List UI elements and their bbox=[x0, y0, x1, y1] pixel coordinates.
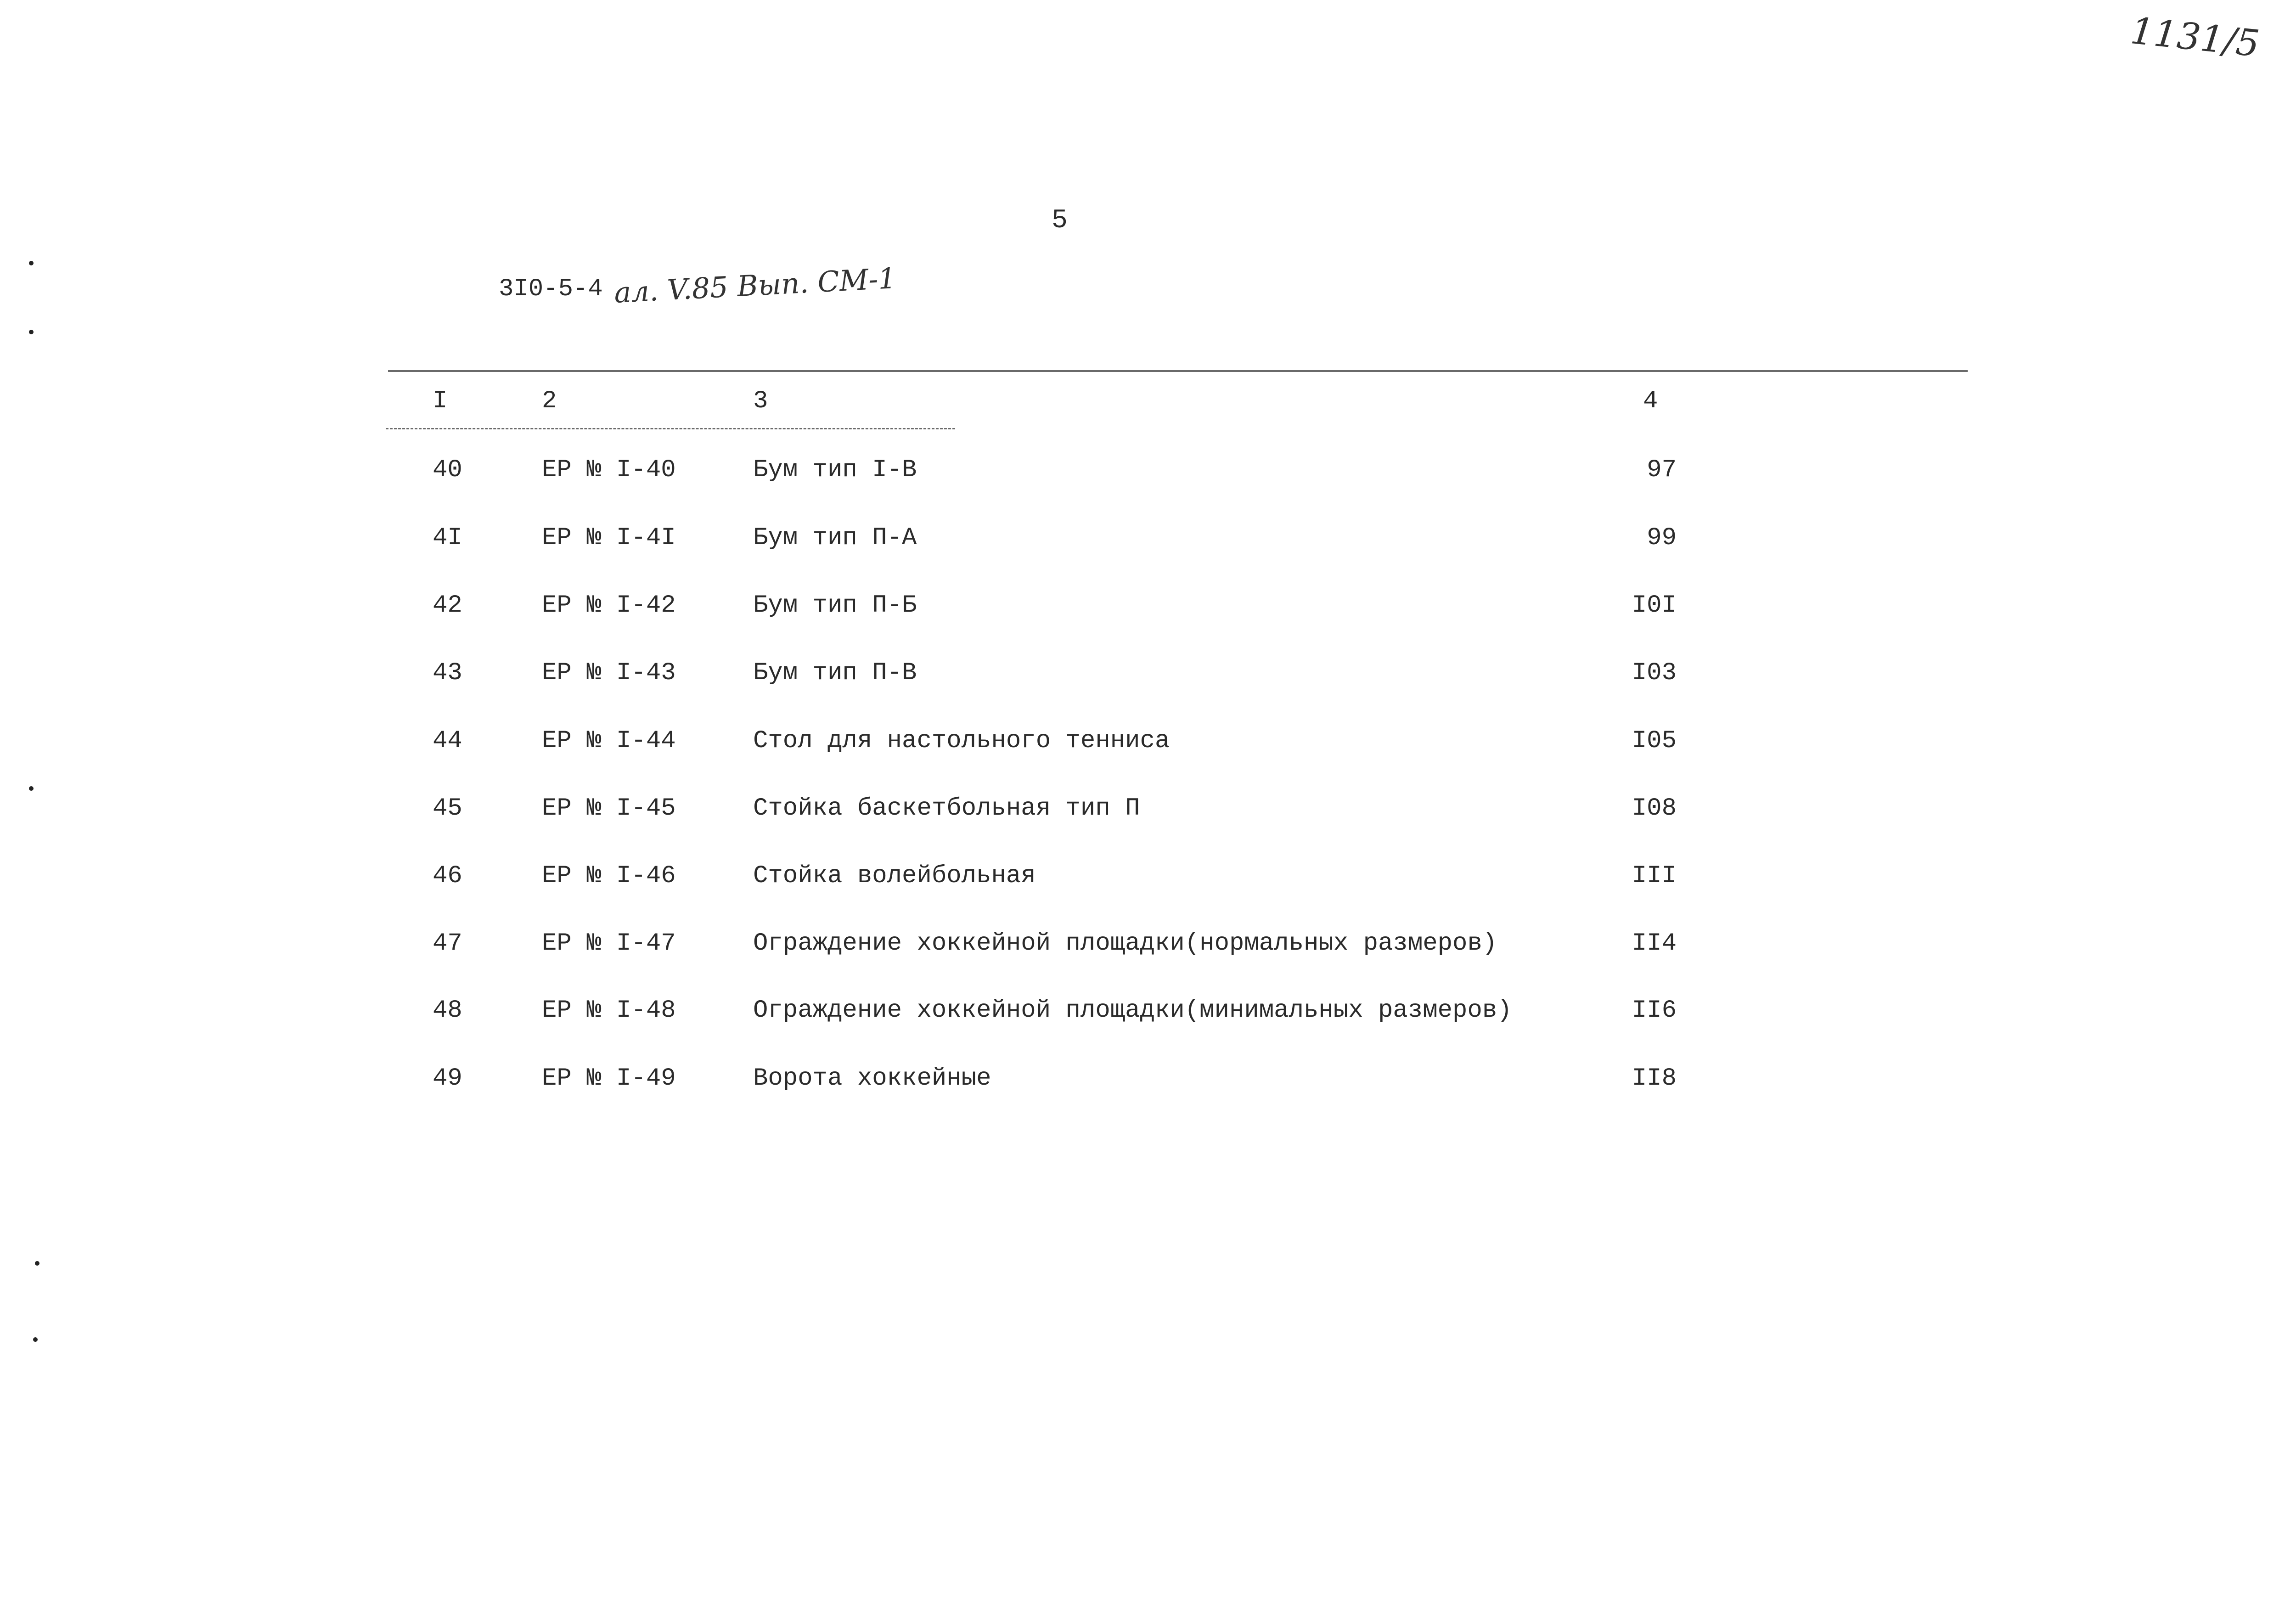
scan-speck bbox=[29, 330, 34, 334]
row-number: 4I bbox=[433, 524, 462, 552]
row-page: I0I bbox=[1632, 591, 1677, 619]
row-number: 49 bbox=[433, 1064, 462, 1092]
row-page: 99 bbox=[1647, 524, 1677, 552]
row-code: ЕР № I-44 bbox=[542, 727, 676, 755]
row-code: ЕР № I-43 bbox=[542, 659, 676, 687]
table-row bbox=[0, 727, 2296, 764]
header-col-2: 2 bbox=[542, 387, 557, 415]
page-number: 5 bbox=[1052, 206, 1068, 236]
document-code bbox=[499, 261, 897, 310]
row-page: II8 bbox=[1632, 1064, 1677, 1092]
row-code: ЕР № I-4I bbox=[542, 524, 676, 552]
row-code: ЕР № I-40 bbox=[542, 456, 676, 484]
row-name: Стойка баскетбольная тип П bbox=[753, 794, 1140, 822]
row-page: I03 bbox=[1632, 659, 1677, 687]
row-code: ЕР № I-49 bbox=[542, 1064, 676, 1092]
row-name: Ограждение хоккейной площадки(нормальных размеров) bbox=[753, 929, 1497, 957]
row-number: 44 bbox=[433, 727, 462, 755]
table-row bbox=[0, 1064, 2296, 1101]
table-row bbox=[0, 456, 2296, 493]
document-code-handwritten: ал. V.85 Вып. СМ-1 bbox=[613, 261, 897, 310]
row-name: Стойка волейбольная bbox=[753, 862, 1036, 890]
table-row bbox=[0, 997, 2296, 1033]
table-row bbox=[0, 929, 2296, 966]
table-row bbox=[0, 862, 2296, 899]
scan-speck bbox=[35, 1261, 39, 1266]
header-col-3: 3 bbox=[753, 387, 768, 415]
table-row bbox=[0, 524, 2296, 561]
row-name: Бум тип I-В bbox=[753, 456, 917, 484]
table-row bbox=[0, 659, 2296, 696]
row-page: II4 bbox=[1632, 929, 1677, 957]
header-col-1: I bbox=[433, 387, 448, 415]
row-code: ЕР № I-45 bbox=[542, 794, 676, 822]
row-name: Стол для настольного тенниса bbox=[753, 727, 1170, 755]
handwritten-page-ref: 1131/5 bbox=[2128, 9, 2262, 65]
row-number: 43 bbox=[433, 659, 462, 687]
document-code-printed: 3I0-5-4 bbox=[499, 275, 603, 303]
row-name: Бум тип П-Б bbox=[753, 591, 917, 619]
row-name: Ограждение хоккейной площадки(минимальных размеров) bbox=[753, 997, 1512, 1025]
row-code: ЕР № I-42 bbox=[542, 591, 676, 619]
row-number: 47 bbox=[433, 929, 462, 957]
table-header-rule bbox=[386, 428, 955, 429]
row-name: Ворота хоккейные bbox=[753, 1064, 991, 1092]
table-row bbox=[0, 591, 2296, 628]
table-top-rule bbox=[388, 370, 1968, 372]
table-row bbox=[0, 794, 2296, 831]
row-number: 45 bbox=[433, 794, 462, 822]
scan-speck bbox=[29, 261, 34, 265]
row-page: I05 bbox=[1632, 727, 1677, 755]
row-page: I08 bbox=[1632, 794, 1677, 822]
row-number: 48 bbox=[433, 997, 462, 1025]
row-number: 46 bbox=[433, 862, 462, 890]
row-name: Бум тип П-В bbox=[753, 659, 917, 687]
row-code: ЕР № I-47 bbox=[542, 929, 676, 957]
row-number: 42 bbox=[433, 591, 462, 619]
scan-speck bbox=[29, 786, 34, 791]
row-number: 40 bbox=[433, 456, 462, 484]
table-header-row bbox=[0, 387, 2296, 424]
row-page: III bbox=[1632, 862, 1677, 890]
header-col-4: 4 bbox=[1643, 387, 1658, 415]
row-code: ЕР № I-48 bbox=[542, 997, 676, 1025]
row-page: II6 bbox=[1632, 997, 1677, 1025]
row-page: 97 bbox=[1647, 456, 1677, 484]
row-name: Бум тип П-А bbox=[753, 524, 917, 552]
row-code: ЕР № I-46 bbox=[542, 862, 676, 890]
scan-speck bbox=[33, 1337, 38, 1342]
